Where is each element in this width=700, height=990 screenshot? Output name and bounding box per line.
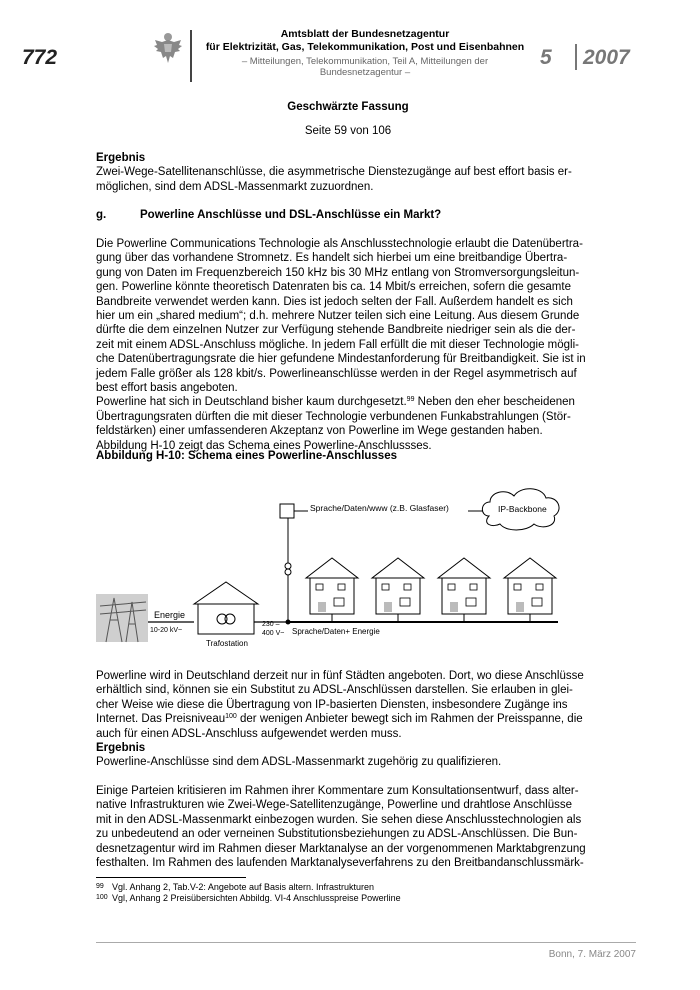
text-line: desnetzagentur wird im Rahmen dieser Marktanalyse an der vorgenommenen Marktabgrenzung bbox=[96, 842, 586, 855]
text-line: dürfte die dem einzelnen Nutzer zur Verfügung stehende Bandbreite niedriger sein als die der- bbox=[96, 324, 576, 337]
text-line: mit in den ADSL-Massenmarkt einbezogen wurden. Sie sehen diese Anschlusstechnologien als bbox=[96, 813, 582, 826]
issue-number: 5 bbox=[540, 46, 552, 69]
header-divider bbox=[190, 30, 192, 82]
result-heading: Ergebnis bbox=[96, 152, 146, 164]
text-line: feldstärken) einer umfassenderen Akzeptanz von Powerline im Wege gestanden haben. bbox=[96, 425, 543, 438]
text-line: gung von Daten im Frequenzbereich 150 kHz bis 30 MHz entlang von Stromversorgungsleitun- bbox=[96, 266, 580, 279]
text-line: che Datenübertragungsrate die hier gefundene Mindestanforderung für Breitbandigkeit. Sie ist in bbox=[96, 353, 586, 366]
text-line bbox=[96, 712, 600, 726]
text-line: Bandbreite verwendet werden kann. Dies ist jedoch selten der Fall. Außerdem handelt es sich bbox=[96, 295, 573, 308]
text-line bbox=[96, 395, 600, 409]
powerline-diagram bbox=[96, 474, 600, 654]
paragraph-powerline-tech bbox=[96, 237, 600, 453]
footer-divider bbox=[96, 942, 636, 943]
paragraph-powerline-cities bbox=[96, 669, 600, 770]
footnote-number: 99 bbox=[96, 883, 104, 890]
kv-label: 10-20 kV~ bbox=[150, 627, 183, 634]
house-icon bbox=[438, 558, 490, 622]
footnote-100 bbox=[96, 893, 401, 903]
figure-caption: Abbildung H-10: Schema eines Powerline-Anschlusses bbox=[96, 450, 397, 462]
coupling-box bbox=[280, 504, 294, 518]
text-line: Übertragungsraten dürften die mit dieser Technologie verbundenen Funkabstrahlungen (Stör- bbox=[96, 410, 571, 423]
voltage-label-400: 400 V~ bbox=[262, 630, 285, 637]
result-heading: Ergebnis bbox=[96, 742, 146, 755]
section-title: Powerline Anschlüsse und DSL-Anschlüsse ein Markt? bbox=[140, 209, 442, 221]
footer-place-date: Bonn, 7. März 2007 bbox=[548, 949, 636, 960]
footnote-ref-99[interactable]: 99 bbox=[406, 396, 415, 404]
house-icon bbox=[504, 558, 556, 622]
text-line: hier um ein „shared medium“; d.h. mehrere Nutzer teilen sich eine Leitung. Aus diesem Grunde bbox=[96, 310, 580, 323]
text-segment: der wenigen Anbieter bewegt sich im Rahmen der Preisspanne, die bbox=[236, 713, 583, 726]
text-segment: Neben den eher bescheidenen bbox=[414, 396, 575, 409]
journal-subtitle: – Mitteilungen, Telekommunikation, Teil A, Mitteilungen der Bundesnetzagentur – bbox=[241, 56, 489, 78]
bus-label: Sprache/Daten+ Energie bbox=[292, 627, 380, 636]
text-line: cher Weise wie diese die Übertragung von IP-basierten Diensten, insbesondere Zugänge ins bbox=[96, 698, 568, 711]
paragraph-consultation bbox=[96, 784, 600, 870]
text-line: gung über das vorhandene Stromnetz. Es handelt sich hierbei um eine breitbandige Übertra- bbox=[96, 252, 568, 265]
text-line: jedem Falle größer als 128 kbit/s. Powerlineanschlüsse werden in der Regel asymmetrisch auf bbox=[96, 367, 577, 380]
text-segment: Powerline hat sich in Deutschland bisher kaum durchgesetzt. bbox=[96, 396, 407, 409]
text-line: zeit mit einem ADSL-Anschluss mögliche. In jedem Fall erfüllt die mit dieser Technologie mögli- bbox=[96, 338, 579, 351]
text-line: native Infrastrukturen wie Zwei-Wege-Satellitenzugänge, Powerline und drahtlose Anschlüsse bbox=[96, 799, 573, 812]
page-info: Seite 59 von 106 bbox=[304, 125, 392, 137]
footnote-divider bbox=[96, 877, 246, 878]
text-line: möglichen, sind dem ADSL-Massenmarkt zuzuordnen. bbox=[96, 180, 374, 193]
text-line: Abbildung H-10 zeigt das Schema eines Powerline-Anschlussses. bbox=[96, 439, 432, 452]
energy-label: Energie bbox=[154, 610, 186, 620]
text-line: Einige Parteien kritisieren im Rahmen ihrer Kommentare zum Konsultationsentwurf, dass alter- bbox=[96, 785, 579, 797]
federal-eagle-icon bbox=[152, 30, 184, 66]
text-line: best effort basis angeboten. bbox=[96, 382, 238, 395]
section-label: g. bbox=[96, 209, 107, 221]
footnote-text: Vgl, Anhang 2 Preisübersichten Abbildg. VI-4 Anschlusspreise Powerline bbox=[112, 893, 401, 903]
section-heading-g bbox=[96, 208, 600, 222]
footnote-number: 100 bbox=[96, 894, 108, 901]
page-number: 772 bbox=[22, 46, 58, 69]
text-line: Zwei-Wege-Satellitenanschlüsse, die asymmetrische Dienstezugänge auf best effort basis er- bbox=[96, 166, 572, 179]
issue-divider bbox=[575, 44, 577, 70]
text-line: gen. Powerline könnte theoretisch Datenraten bis ca. 14 Mbit/s erreichen, sofern die gesamte bbox=[96, 281, 571, 294]
footnote-text: Vgl. Anhang 2, Tab.V-2: Angebote auf Basis altern. Infrastrukturen bbox=[112, 882, 375, 892]
result-block-1 bbox=[96, 151, 600, 194]
version-label: Geschwärzte Fassung bbox=[287, 101, 409, 113]
voltage-label-230: 230 – bbox=[262, 621, 280, 628]
power-pylon-icon bbox=[96, 594, 148, 642]
house-icon bbox=[372, 558, 424, 622]
trafo-label: Trafostation bbox=[206, 639, 248, 648]
text-line: Die Powerline Communications Technologie als Anschlusstechnologie erlaubt die Datenübertra- bbox=[96, 238, 583, 250]
backbone-label: IP-Backbone bbox=[498, 504, 547, 514]
text-line: Powerline-Anschlüsse sind dem ADSL-Massenmarkt zugehörig zu qualifizieren. bbox=[96, 756, 502, 769]
trafostation bbox=[194, 582, 258, 634]
fiber-label: Sprache/Daten/www (z.B. Glasfaser) bbox=[310, 503, 449, 513]
footnote-99 bbox=[96, 882, 374, 892]
text-line: Powerline wird in Deutschland derzeit nur in fünf Städten angeboten. Dort, wo diese Anschlüsse bbox=[96, 670, 584, 682]
journal-title: Amtsblatt der Bundesnetzagentur bbox=[280, 28, 450, 40]
issue-year: 2007 bbox=[583, 46, 630, 69]
text-line: festhalten. Im Rahmen des laufenden Marktanalyseverfahrens zu den Breitbandanschlussmärk- bbox=[96, 857, 584, 870]
journal-title-line2: für Elektrizität, Gas, Telekommunikation, Post und Eisenbahnen bbox=[205, 41, 525, 53]
footnote-ref-100[interactable]: 100 bbox=[225, 713, 237, 721]
text-line: auch für einen ADSL-Anschluss aufgewendet werden muss. bbox=[96, 727, 402, 740]
text-line: zu unbedeutend an oder verneinen Substitutionsbeziehungen zu ADSL-Anschlüssen. Die Bun- bbox=[96, 828, 578, 841]
house-icon bbox=[306, 558, 358, 622]
text-segment: Internet. Das Preisniveau bbox=[96, 713, 226, 726]
text-line: erhältlich sind, können sie ein Substitut zu ADSL-Anschlüssen darstellen. Sie erlauben in glei- bbox=[96, 684, 573, 697]
